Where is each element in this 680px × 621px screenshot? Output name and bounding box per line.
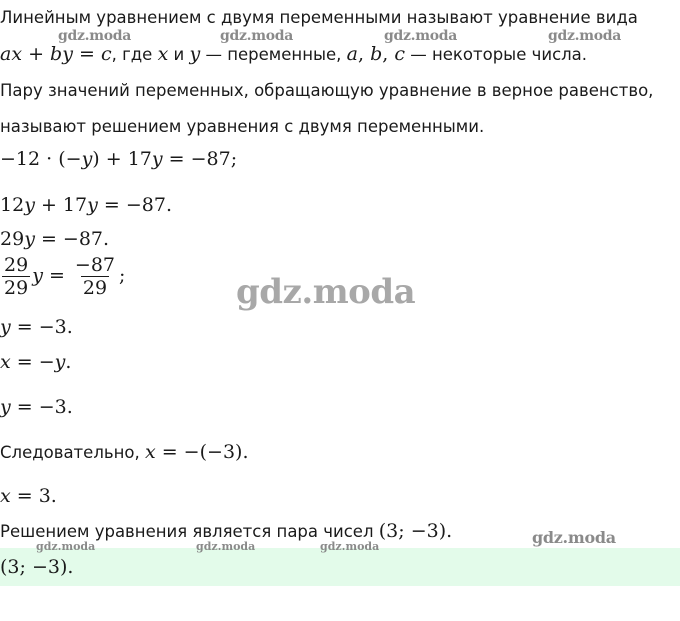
definition-line-2 [0, 44, 587, 65]
step-combine: 29y = −87. [0, 228, 110, 250]
watermark: gdz.moda [548, 28, 622, 44]
conclusion-math: x = −(−3). [144, 441, 249, 463]
solution-label: Решением уравнения является пара чисел [0, 522, 379, 541]
fraction-right: $\frac{-87}{29}$ [74, 254, 116, 299]
definition-line-1 [0, 8, 638, 28]
variables-text: — переменные, [200, 45, 347, 64]
watermark-large: gdz.moda [236, 272, 416, 312]
step-x-relation: x = −y. [0, 351, 72, 373]
watermark: gdz.moda [58, 28, 132, 44]
watermark: gdz.moda [320, 540, 380, 553]
watermark: gdz.moda [532, 528, 616, 547]
definition-line-4 [0, 117, 484, 137]
var-y: y [189, 43, 201, 65]
conclusion-label: Следовательно, [0, 443, 145, 462]
watermark: gdz.moda [36, 540, 96, 553]
var-x: x [157, 43, 169, 65]
step-solution [0, 521, 452, 542]
step-divide: $\frac{29}{29}$ y = $\frac{-87}{29}$ ; [4, 254, 126, 299]
general-equation: ax + by = c [0, 43, 112, 65]
step-y-result: y = −3. [0, 316, 73, 338]
coefficients-text: — некоторые числа. [405, 45, 588, 64]
step-x-result: x = 3. [0, 485, 57, 507]
watermark: gdz.moda [220, 28, 294, 44]
step-conclusion [0, 442, 248, 463]
definition-text-3: Пару значений переменных, обращающую уравнение в верное равенство, [0, 81, 654, 100]
answer-box [0, 548, 680, 586]
fraction-left: $\frac{29}{29}$ [4, 254, 29, 299]
and-text: и [168, 45, 190, 64]
definition-line-3 [0, 81, 653, 101]
solution-pair: (3; −3). [378, 520, 453, 542]
definition-text-1: Линейным уравнением с двумя переменными называют уравнение вида [0, 8, 638, 27]
watermark: gdz.moda [196, 540, 256, 553]
step-substitution: −12 · (−y) + 17y = −87; [0, 148, 238, 170]
answer-value: (3; −3). [0, 556, 74, 578]
watermark: gdz.moda [384, 28, 458, 44]
coefficients: a, b, c [346, 43, 405, 65]
definition-text-4: называют решением уравнения с двумя переменными. [0, 117, 485, 136]
where-text: , где [111, 45, 158, 64]
step-expand: 12y + 17y = −87. [0, 194, 172, 216]
step-y-repeat: y = −3. [0, 396, 73, 418]
